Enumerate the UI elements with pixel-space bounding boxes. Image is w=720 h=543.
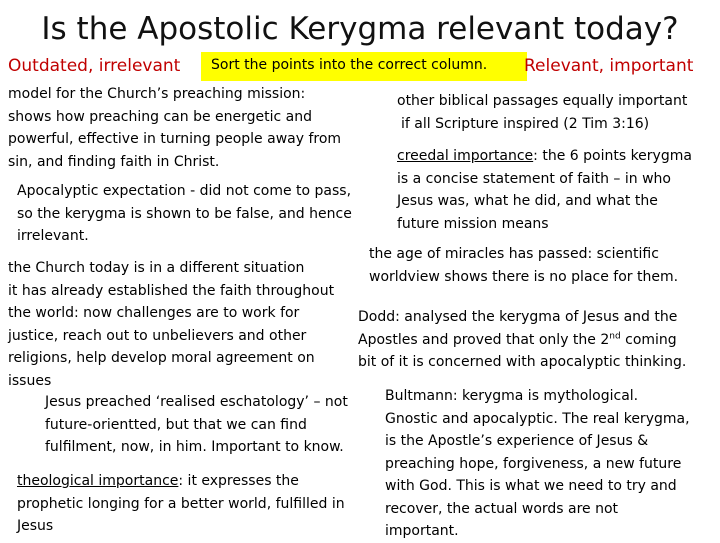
slide-title: Is the Apostolic Kerygma relevant today? (41, 11, 679, 47)
instruction-banner: Sort the points into the correct column. (201, 52, 527, 81)
card-line: religions, help develop moral agreement on (8, 350, 315, 366)
card-keyword: creedal importance (397, 148, 534, 164)
card-line: bit of it is concerned with apocalyptic thinking. (358, 354, 687, 370)
column-header-outdated: Outdated, irrelevant (8, 56, 181, 76)
card-apocalyptic-expectation[interactable] (17, 180, 352, 248)
card-dodd[interactable] (358, 306, 686, 374)
card-line: Dodd: analysed the kerygma of Jesus and the (358, 309, 678, 325)
card-creedal-importance[interactable] (397, 145, 692, 235)
card-line: worldview shows there is no place for them. (369, 268, 679, 285)
card-line (17, 470, 345, 493)
card-line-rest: : it expresses the (178, 473, 299, 489)
card-line: is the Apostle’s experience of Jesus & (385, 433, 649, 449)
card-line: the Church today is in a different situation (8, 260, 305, 276)
card-line: sin, and finding faith in Christ. (8, 153, 220, 170)
card-keyword: theological importance (17, 473, 179, 489)
card-church-different-situation[interactable] (8, 257, 334, 392)
card-line: important. (385, 523, 459, 539)
card-age-of-miracles[interactable] (369, 243, 678, 288)
card-line: future-orientted, but that we can find (45, 416, 307, 433)
card-line: other biblical passages equally important (397, 93, 688, 109)
card-line: Bultmann: kerygma is mythological. (385, 388, 639, 404)
card-line: recover, the actual words are not (385, 500, 619, 517)
card-line: the age of miracles has passed: scientific (369, 246, 659, 262)
card-line: Apocalyptic expectation - did not come to pass, (17, 183, 352, 199)
card-line: irrelevant. (17, 228, 89, 244)
card-line: model for the Church’s preaching mission: (8, 86, 306, 102)
card-other-biblical-passages[interactable] (397, 90, 687, 135)
card-preaching-model[interactable] (8, 83, 341, 173)
card-line: powerful, effective in turning people away from (8, 131, 342, 147)
card-realised-eschatology[interactable] (45, 391, 348, 459)
card-line: preaching hope, forgiveness, a new future (385, 455, 682, 472)
card-line: Jesus preached ‘realised eschatology’ – not (45, 394, 348, 410)
card-line: is a concise statement of faith – in who (397, 170, 671, 187)
card-line: if all Scripture inspired (2 Tim 3:16) (401, 115, 650, 132)
card-line: so the kerygma is shown to be false, and hence (17, 205, 352, 222)
card-line: fulfilment, now, in him. Important to know. (45, 439, 344, 455)
card-line: Jesus was, what he did, and what the (397, 193, 658, 209)
card-line-rest: : the 6 points kerygma (533, 148, 692, 164)
column-header-relevant: Relevant, important (524, 56, 694, 76)
card-line: prophetic longing for a better world, fulfilled in (17, 495, 345, 512)
card-line: Apostles and proved that only the 2nd coming (358, 330, 677, 348)
card-line: issues (8, 372, 52, 389)
card-line: shows how preaching can be energetic and (8, 108, 312, 125)
card-line: it has already established the faith throughout (8, 282, 335, 299)
card-line: Jesus (17, 518, 54, 534)
card-line: future mission means (397, 215, 549, 232)
card-bultmann[interactable] (385, 385, 690, 543)
card-line: justice, reach out to unbelievers and other (8, 327, 307, 344)
card-line: Gnostic and apocalyptic. The real kerygma, (385, 410, 690, 427)
card-theological-importance[interactable] (17, 470, 345, 538)
card-line (397, 145, 692, 168)
card-line: the world: now challenges are to work for (8, 305, 300, 321)
card-line: with God. This is what we need to try and (385, 478, 677, 494)
